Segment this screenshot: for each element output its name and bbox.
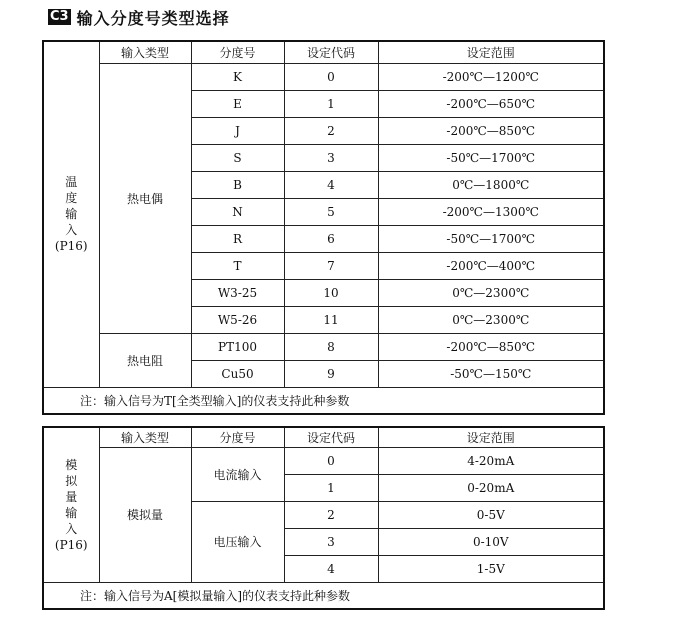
note-row bbox=[43, 582, 604, 609]
analog-input-table bbox=[42, 426, 605, 610]
range-cell: -50℃—1700℃ bbox=[378, 144, 604, 171]
range-cell: 1-5V bbox=[378, 555, 604, 582]
table-header-row bbox=[43, 41, 604, 63]
header-input-type: 输入类型 bbox=[99, 427, 191, 447]
code-cell: 10 bbox=[284, 279, 378, 306]
code-cell: 3 bbox=[284, 144, 378, 171]
range-cell: -200℃—850℃ bbox=[378, 117, 604, 144]
range-cell: -200℃—1200℃ bbox=[378, 63, 604, 90]
code-cell: 5 bbox=[284, 198, 378, 225]
code-cell: 0 bbox=[284, 447, 378, 474]
code-cell: 7 bbox=[284, 252, 378, 279]
temperature-input-table bbox=[42, 40, 605, 415]
range-cell: -200℃—650℃ bbox=[378, 90, 604, 117]
range-cell: 0-5V bbox=[378, 501, 604, 528]
code-cell: 3 bbox=[284, 528, 378, 555]
table-note: 注：输入信号为A[模拟量输入]的仪表支持此种参数 bbox=[43, 582, 604, 609]
range-cell: -200℃—850℃ bbox=[378, 333, 604, 360]
header-code: 设定代码 bbox=[284, 427, 378, 447]
range-cell: 0-10V bbox=[378, 528, 604, 555]
code-cell: 2 bbox=[284, 117, 378, 144]
temperature-input-group-label: 温 度 输 入 (P16) bbox=[43, 41, 99, 387]
analog-input-group-label: 模 拟 量 输 入 (P16) bbox=[43, 427, 99, 582]
table-note: 注：输入信号为T[全类型输入]的仪表支持此种参数 bbox=[43, 387, 604, 414]
code-cell: 11 bbox=[284, 306, 378, 333]
section-heading bbox=[48, 5, 230, 29]
range-cell: -200℃—400℃ bbox=[378, 252, 604, 279]
index-cell: E bbox=[191, 90, 284, 117]
section-badge: C3 bbox=[50, 9, 69, 24]
index-cell: W3-25 bbox=[191, 279, 284, 306]
header-range: 设定范围 bbox=[378, 427, 604, 447]
range-cell: 4-20mA bbox=[378, 447, 604, 474]
current-input-label: 电流输入 bbox=[191, 447, 284, 501]
header-index: 分度号 bbox=[191, 427, 284, 447]
index-cell: N bbox=[191, 198, 284, 225]
index-cell: K bbox=[191, 63, 284, 90]
header-code: 设定代码 bbox=[284, 41, 378, 63]
index-cell: B bbox=[191, 171, 284, 198]
range-cell: -50℃—1700℃ bbox=[378, 225, 604, 252]
index-cell: T bbox=[191, 252, 284, 279]
code-cell: 0 bbox=[284, 63, 378, 90]
code-cell: 1 bbox=[284, 474, 378, 501]
range-cell: 0℃—1800℃ bbox=[378, 171, 604, 198]
note-row bbox=[43, 387, 604, 414]
code-cell: 4 bbox=[284, 555, 378, 582]
code-cell: 6 bbox=[284, 225, 378, 252]
index-cell: W5-26 bbox=[191, 306, 284, 333]
table-row bbox=[43, 333, 604, 360]
voltage-input-label: 电压输入 bbox=[191, 501, 284, 582]
thermocouple-label: 热电偶 bbox=[99, 63, 191, 333]
index-cell: J bbox=[191, 117, 284, 144]
index-cell: Cu50 bbox=[191, 360, 284, 387]
rtd-label: 热电阻 bbox=[99, 333, 191, 387]
index-cell: PT100 bbox=[191, 333, 284, 360]
range-cell: -200℃—1300℃ bbox=[378, 198, 604, 225]
table-row bbox=[43, 447, 604, 474]
section-title: 输入分度号类型选择 bbox=[76, 8, 230, 28]
index-cell: S bbox=[191, 144, 284, 171]
table-header-row bbox=[43, 427, 604, 447]
table-row bbox=[43, 63, 604, 90]
header-range: 设定范围 bbox=[378, 41, 604, 63]
header-index: 分度号 bbox=[191, 41, 284, 63]
code-cell: 1 bbox=[284, 90, 378, 117]
analog-type-label: 模拟量 bbox=[99, 447, 191, 582]
code-cell: 4 bbox=[284, 171, 378, 198]
range-cell: 0℃—2300℃ bbox=[378, 306, 604, 333]
range-cell: 0-20mA bbox=[378, 474, 604, 501]
range-cell: 0℃—2300℃ bbox=[378, 279, 604, 306]
code-cell: 9 bbox=[284, 360, 378, 387]
header-input-type: 输入类型 bbox=[99, 41, 191, 63]
index-cell: R bbox=[191, 225, 284, 252]
code-cell: 8 bbox=[284, 333, 378, 360]
range-cell: -50℃—150℃ bbox=[378, 360, 604, 387]
code-cell: 2 bbox=[284, 501, 378, 528]
